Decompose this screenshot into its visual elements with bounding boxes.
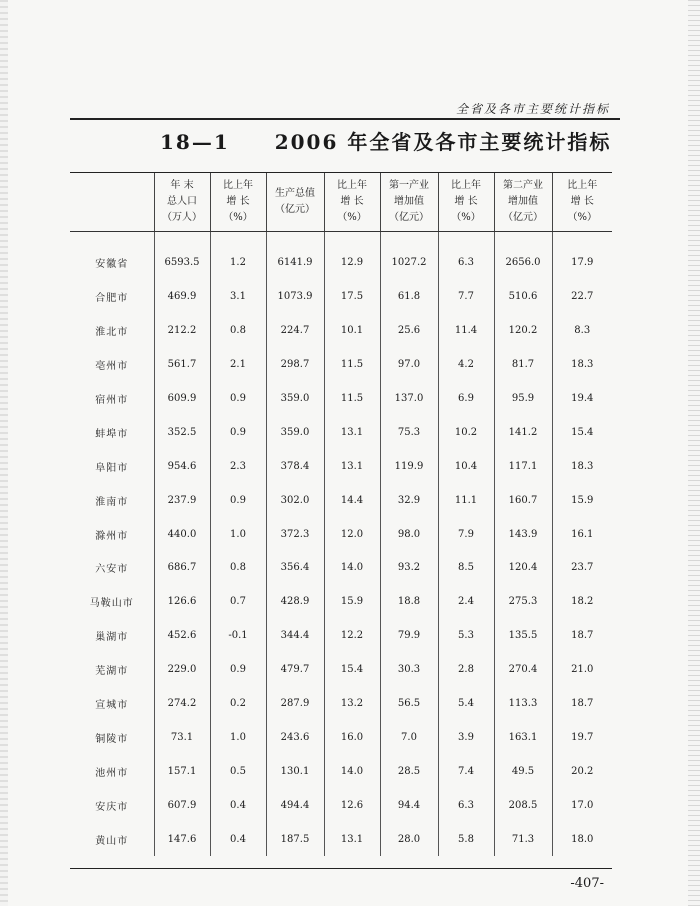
- page-title: [160, 126, 611, 155]
- column-header-line: 增加值: [508, 196, 538, 207]
- value-cell: 212.2: [154, 314, 210, 348]
- region-name-cell: 安庆市: [95, 801, 129, 813]
- region-name-cell: 六安市: [95, 564, 129, 576]
- value-cell: 12.9: [324, 246, 380, 280]
- header-cell-region: [70, 173, 154, 232]
- value-cell: 686.7: [154, 551, 210, 585]
- region-name-cell: 芜湖市: [95, 666, 129, 678]
- statistics-table: [70, 172, 612, 856]
- spacer-cell: [552, 232, 612, 247]
- value-cell: 160.7: [494, 483, 552, 517]
- region-name-cell: 宿州市: [95, 395, 129, 406]
- value-cell: 1027.2: [380, 246, 438, 280]
- value-cell: 479.7: [266, 653, 324, 687]
- column-header-line: （%）: [451, 212, 481, 223]
- value-cell: 71.3: [494, 822, 552, 856]
- region-name-cell: 合肥市: [95, 293, 129, 305]
- value-cell: 298.7: [266, 348, 324, 382]
- value-cell: 6141.9: [266, 246, 324, 280]
- value-cell: 19.7: [552, 720, 612, 754]
- value-cell: 12.6: [324, 788, 380, 822]
- table-row: [70, 754, 612, 788]
- value-cell: 14.4: [324, 483, 380, 517]
- value-cell: 510.6: [494, 280, 552, 314]
- column-header: [154, 173, 210, 232]
- region-name-cell: 马鞍山市: [89, 598, 134, 610]
- value-cell: 0.5: [210, 754, 266, 788]
- value-cell: 7.0: [380, 720, 438, 754]
- value-cell: 237.9: [154, 483, 210, 517]
- value-cell: 119.9: [380, 449, 438, 483]
- column-header-line: （亿元）: [389, 212, 429, 223]
- value-cell: 0.9: [210, 653, 266, 687]
- region-name-cell: 黄山市: [95, 835, 129, 847]
- column-header-line: 增 长: [340, 196, 364, 207]
- value-cell: 0.9: [210, 382, 266, 416]
- value-cell: 120.4: [494, 551, 552, 585]
- value-cell: 1.2: [210, 246, 266, 280]
- region-name-cell: 亳州市: [95, 361, 129, 373]
- value-cell: 15.9: [552, 483, 612, 517]
- column-header-line: （%）: [337, 212, 367, 223]
- table-number: 18—1: [160, 130, 230, 154]
- value-cell: 15.9: [324, 585, 380, 619]
- value-cell: 11.5: [324, 382, 380, 416]
- value-cell: 93.2: [380, 551, 438, 585]
- value-cell: 270.4: [494, 653, 552, 687]
- value-cell: 18.0: [552, 822, 612, 856]
- value-cell: 11.1: [438, 483, 494, 517]
- value-cell: 79.9: [380, 619, 438, 653]
- value-cell: 274.2: [154, 687, 210, 721]
- value-cell: 163.1: [494, 720, 552, 754]
- region-name-cell: 池州市: [95, 767, 129, 779]
- value-cell: 18.3: [552, 449, 612, 483]
- table-row: [70, 720, 612, 754]
- value-cell: 0.8: [210, 314, 266, 348]
- value-cell: 18.3: [552, 348, 612, 382]
- table-row: [70, 246, 612, 280]
- scan-edge-left: [0, 0, 8, 906]
- value-cell: 130.1: [266, 754, 324, 788]
- spacer-cell: [380, 232, 438, 247]
- value-cell: 18.8: [380, 585, 438, 619]
- value-cell: 16.0: [324, 720, 380, 754]
- region-name-cell: 淮南市: [95, 496, 129, 508]
- column-header: [266, 173, 324, 232]
- column-header-line: （万人）: [162, 212, 202, 223]
- value-cell: 0.4: [210, 788, 266, 822]
- value-cell: 95.9: [494, 382, 552, 416]
- header-rule: [70, 118, 620, 120]
- value-cell: 561.7: [154, 348, 210, 382]
- column-header: [210, 173, 266, 232]
- column-header-line: 比上年: [567, 180, 598, 191]
- value-cell: 117.1: [494, 449, 552, 483]
- column-header: [380, 173, 438, 232]
- value-cell: 607.9: [154, 788, 210, 822]
- value-cell: 0.4: [210, 822, 266, 856]
- region-name-cell: 阜阳市: [95, 462, 129, 474]
- value-cell: 494.4: [266, 788, 324, 822]
- value-cell: 224.7: [266, 314, 324, 348]
- value-cell: 13.1: [324, 822, 380, 856]
- value-cell: 30.3: [380, 653, 438, 687]
- value-cell: 113.3: [494, 687, 552, 721]
- value-cell: 469.9: [154, 280, 210, 314]
- column-header-line: （%）: [567, 212, 597, 223]
- value-cell: 275.3: [494, 585, 552, 619]
- value-cell: 20.2: [552, 754, 612, 788]
- value-cell: 12.0: [324, 517, 380, 551]
- column-header-line: （%）: [223, 212, 253, 223]
- value-cell: 378.4: [266, 449, 324, 483]
- value-cell: 287.9: [266, 687, 324, 721]
- value-cell: 135.5: [494, 619, 552, 653]
- value-cell: 5.4: [438, 687, 494, 721]
- value-cell: 32.9: [380, 483, 438, 517]
- value-cell: 16.1: [552, 517, 612, 551]
- region-name-cell: 铜陵市: [95, 733, 129, 745]
- value-cell: 372.3: [266, 517, 324, 551]
- value-cell: 141.2: [494, 415, 552, 449]
- value-cell: 12.2: [324, 619, 380, 653]
- value-cell: 49.5: [494, 754, 552, 788]
- scan-edge-right: [688, 0, 700, 906]
- value-cell: 3.1: [210, 280, 266, 314]
- value-cell: 23.7: [552, 551, 612, 585]
- column-header-line: （亿元）: [275, 204, 315, 215]
- value-cell: 73.1: [154, 720, 210, 754]
- region-name-cell: 安徽省: [95, 259, 129, 271]
- table-row: [70, 382, 612, 416]
- value-cell: 2.8: [438, 653, 494, 687]
- value-cell: 143.9: [494, 517, 552, 551]
- value-cell: 98.0: [380, 517, 438, 551]
- value-cell: 126.6: [154, 585, 210, 619]
- value-cell: 61.8: [380, 280, 438, 314]
- table-row: [70, 280, 612, 314]
- value-cell: 440.0: [154, 517, 210, 551]
- value-cell: 0.2: [210, 687, 266, 721]
- spacer-cell: [438, 232, 494, 247]
- value-cell: 7.9: [438, 517, 494, 551]
- value-cell: 25.6: [380, 314, 438, 348]
- value-cell: 3.9: [438, 720, 494, 754]
- spacer-cell: [70, 232, 154, 247]
- value-cell: 17.9: [552, 246, 612, 280]
- value-cell: 18.2: [552, 585, 612, 619]
- value-cell: 14.0: [324, 754, 380, 788]
- spacer-cell: [266, 232, 324, 247]
- table-row: [70, 788, 612, 822]
- column-header-line: 比上年: [337, 180, 367, 191]
- value-cell: 11.4: [438, 314, 494, 348]
- value-cell: 137.0: [380, 382, 438, 416]
- value-cell: 6.3: [438, 246, 494, 280]
- value-cell: 19.4: [552, 382, 612, 416]
- table-row: [70, 619, 612, 653]
- table-row: [70, 822, 612, 856]
- value-cell: 75.3: [380, 415, 438, 449]
- value-cell: 10.2: [438, 415, 494, 449]
- column-header: [552, 173, 612, 232]
- column-header-line: 比上年: [223, 180, 253, 191]
- value-cell: 28.5: [380, 754, 438, 788]
- value-cell: 1.0: [210, 720, 266, 754]
- table-row: [70, 348, 612, 382]
- value-cell: 7.4: [438, 754, 494, 788]
- column-header-line: 年 末: [170, 180, 194, 191]
- value-cell: 359.0: [266, 382, 324, 416]
- region-name-cell: 蚌埠市: [95, 428, 129, 440]
- column-header-line: 增 长: [570, 196, 594, 207]
- column-header: [438, 173, 494, 232]
- value-cell: 13.1: [324, 415, 380, 449]
- value-cell: 208.5: [494, 788, 552, 822]
- table-title: 2006 年全省及各市主要统计指标: [274, 130, 612, 154]
- column-header-line: 增加值: [394, 196, 424, 207]
- column-header-line: 总人口: [167, 196, 197, 207]
- value-cell: 243.6: [266, 720, 324, 754]
- value-cell: 2656.0: [494, 246, 552, 280]
- header-row: [70, 173, 612, 232]
- value-cell: 4.2: [438, 348, 494, 382]
- table-row: [70, 483, 612, 517]
- value-cell: 8.5: [438, 551, 494, 585]
- column-header-line: 增 长: [226, 196, 250, 207]
- value-cell: 2.1: [210, 348, 266, 382]
- value-cell: 352.5: [154, 415, 210, 449]
- spacer-cell: [494, 232, 552, 247]
- value-cell: 13.1: [324, 449, 380, 483]
- value-cell: 13.2: [324, 687, 380, 721]
- value-cell: 10.1: [324, 314, 380, 348]
- value-cell: 97.0: [380, 348, 438, 382]
- table-row: [70, 551, 612, 585]
- table-row: [70, 653, 612, 687]
- value-cell: 15.4: [324, 653, 380, 687]
- column-header-line: 比上年: [451, 180, 481, 191]
- value-cell: 1.0: [210, 517, 266, 551]
- table-row: [70, 449, 612, 483]
- region-name-cell: 巢湖市: [95, 632, 129, 644]
- column-header-line: 增 长: [454, 196, 478, 207]
- value-cell: -0.1: [210, 619, 266, 653]
- value-cell: 356.4: [266, 551, 324, 585]
- value-cell: 1073.9: [266, 280, 324, 314]
- value-cell: 17.0: [552, 788, 612, 822]
- value-cell: 14.0: [324, 551, 380, 585]
- value-cell: 6593.5: [154, 246, 210, 280]
- value-cell: 0.7: [210, 585, 266, 619]
- region-name-cell: 宣城市: [95, 700, 129, 712]
- value-cell: 94.4: [380, 788, 438, 822]
- value-cell: 0.9: [210, 415, 266, 449]
- spacer-cell: [210, 232, 266, 247]
- column-header: [324, 173, 380, 232]
- table-row: [70, 585, 612, 619]
- value-cell: 157.1: [154, 754, 210, 788]
- value-cell: 56.5: [380, 687, 438, 721]
- value-cell: 187.5: [266, 822, 324, 856]
- value-cell: 17.5: [324, 280, 380, 314]
- value-cell: 8.3: [552, 314, 612, 348]
- running-head: 全省及各市主要统计指标: [455, 102, 610, 116]
- value-cell: 0.8: [210, 551, 266, 585]
- spacer-cell: [324, 232, 380, 247]
- value-cell: 0.9: [210, 483, 266, 517]
- value-cell: 21.0: [552, 653, 612, 687]
- value-cell: 428.9: [266, 585, 324, 619]
- value-cell: 18.7: [552, 687, 612, 721]
- value-cell: 22.7: [552, 280, 612, 314]
- value-cell: 609.9: [154, 382, 210, 416]
- column-header-line: 生产总值: [275, 188, 315, 199]
- column-header-line: （亿元）: [503, 212, 543, 223]
- value-cell: 6.9: [438, 382, 494, 416]
- value-cell: 452.6: [154, 619, 210, 653]
- column-header: [494, 173, 552, 232]
- value-cell: 2.4: [438, 585, 494, 619]
- column-header-line: 第一产业: [389, 180, 429, 191]
- table-row: [70, 314, 612, 348]
- value-cell: 147.6: [154, 822, 210, 856]
- table-row: [70, 517, 612, 551]
- value-cell: 6.3: [438, 788, 494, 822]
- value-cell: 302.0: [266, 483, 324, 517]
- value-cell: 954.6: [154, 449, 210, 483]
- spacer-cell: [154, 232, 210, 247]
- value-cell: 5.8: [438, 822, 494, 856]
- column-header-line: 第二产业: [503, 180, 543, 191]
- value-cell: 11.5: [324, 348, 380, 382]
- value-cell: 10.4: [438, 449, 494, 483]
- value-cell: 120.2: [494, 314, 552, 348]
- value-cell: 15.4: [552, 415, 612, 449]
- value-cell: 229.0: [154, 653, 210, 687]
- value-cell: 5.3: [438, 619, 494, 653]
- value-cell: 2.3: [210, 449, 266, 483]
- region-name-cell: 淮北市: [95, 327, 129, 339]
- spacer-row: [70, 232, 612, 247]
- bottom-rule: [70, 868, 612, 869]
- value-cell: 359.0: [266, 415, 324, 449]
- value-cell: 81.7: [494, 348, 552, 382]
- value-cell: 18.7: [552, 619, 612, 653]
- value-cell: 344.4: [266, 619, 324, 653]
- region-name-cell: 滁州市: [95, 530, 129, 542]
- value-cell: 7.7: [438, 280, 494, 314]
- value-cell: 28.0: [380, 822, 438, 856]
- table-row: [70, 415, 612, 449]
- page-number: -407-: [570, 876, 604, 891]
- table-row: [70, 687, 612, 721]
